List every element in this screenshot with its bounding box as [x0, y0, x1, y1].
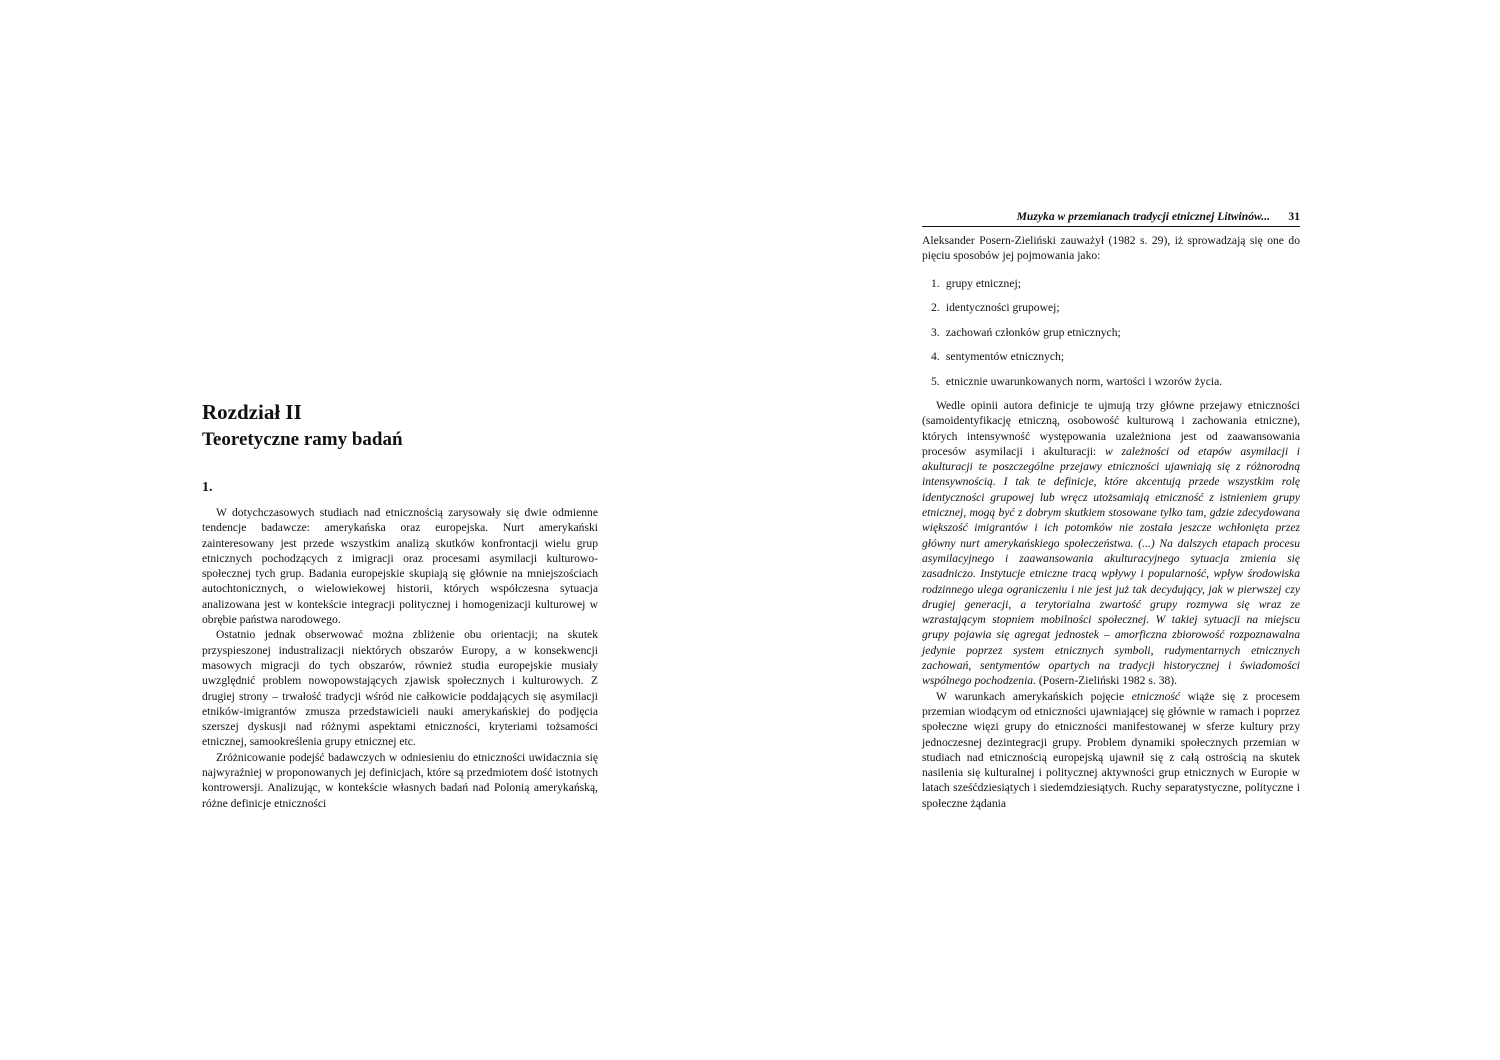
quotation: Na dalszych etapach procesu asymilacyjnego i zaawansowania akulturacyjnego sytuacja zmienia się zasadniczo. Instytucje etniczne tracą wpływy i popularność, wpływ środowiska rodzinnego ulega ograniczeniu i nie jest już tak decydujący, jak w pierwszej czy drugiej generacji, a terytorialna zwartość grupy rozmywa się wraz ze wzrastającym stopniem mobilności społecznej. W takiej sytuacji na miejscu grupy pojawia się agregat jednostek – amorficzna zbiorowość rozpoznawalna jedynie poprzez system etnicznych symboli, rudymentarnych etnicznych zachowań, sentymentów opartych na tradycji historycznej i świadomości wspólnego pochodzenia. [922, 536, 1300, 688]
list-item-number: 4. [931, 350, 940, 364]
paragraph: Zróżnicowanie podejść badawczych w odniesieniu do etniczności uwidacznia się najwyraźniej w proponowanych jej definicjach, które są przedmiotem dość istotnych kontrowersji. Analizując, w kontekście własnych badań nad Polonią amerykańską, różne definicje etniczności [202, 750, 598, 810]
paragraph-text: wiąże się z procesem przemian wiodącym od etniczności ujawniającej się głównie w ramach i poprzez społeczne więzi grupy do etniczności manifestowanej w sferze kultury przy jednoczesnej dezintegracji grupy. Problem dynamiki społecznych przemian w studiach nad etnicznością europejską ujawnił się z całą ostrością na skutek nasilenia się kulturalnej i politycznej aktywności grup etnicznych w Europie w latach sześćdziesiątych i siedemdziesiątych. Ruchy separatystyczne, polityczne i społeczne żądania [922, 689, 1300, 810]
list-item-number: 2. [931, 301, 940, 315]
citation: (Posern-Zieliński 1982 s. 38). [1036, 674, 1178, 688]
running-title: Muzyka w przemianach tradycji etnicznej Litwinów... [1016, 210, 1270, 223]
intro-paragraph: Aleksander Posern-Zieliński zauważył (1982 s. 29), iż sprowadzają się one do pięciu sposobów jej pojmowania jako: [922, 234, 1300, 263]
list-item-number: 5. [931, 374, 940, 388]
ellipsis: (...) [1133, 536, 1160, 550]
list-item-number: 3. [931, 325, 940, 339]
paragraph-text: Wedle opinii autora definicje te ujmują trzy główne przejawy etniczności (samoidentyfikację etniczną, osobowość kulturową i zachowania etniczne), których intensywność występowania uzależniona jest od zaawansowania procesów asymilacji i akulturacji: [922, 399, 1300, 458]
section-number: 1. [202, 480, 213, 495]
intro-text [922, 233, 1300, 264]
quotation: w zależności od etapów asymilacji i akulturacji te poszczególne przejawy etniczności ujawniają się z różnorodną intensywnością. I tak te definicje, które akcentują przede wszystkim rolę identyczności grupowej lub wręcz utożsamiają etniczność z istnieniem grupy etnicznej, mogą być z dobrym skutkiem stosowane tylko tam, gdzie zdecydowana większość imigrantów i ich potomków nie została jeszcze wchłonięta przez główny nurt amerykańskiego społeczeństwa. [922, 444, 1300, 550]
running-header [922, 210, 1300, 227]
list-item-text: sentymentów etnicznych; [945, 350, 1065, 364]
term: etniczność [1131, 689, 1181, 703]
right-body-text [922, 398, 1300, 811]
list-item [931, 325, 1301, 349]
list-item [931, 276, 1301, 300]
left-body-text [202, 505, 598, 811]
list-item [931, 349, 1301, 373]
list-item [931, 374, 1301, 398]
paragraph [922, 689, 1300, 811]
chapter-label: Rozdział II [202, 400, 302, 424]
list-item-text: etnicznie uwarunkowanych norm, wartości i wzorów życia. [945, 374, 1223, 388]
list-item-text: identyczności grupowej; [945, 301, 1060, 315]
definitions-list [931, 276, 1301, 398]
list-item-text: zachowań członków grup etnicznych; [945, 325, 1121, 339]
list-item-text: grupy etnicznej; [945, 277, 1021, 290]
paragraph-text: W warunkach amerykańskich pojęcie [936, 689, 1132, 703]
list-item-number: 1. [931, 277, 940, 290]
paragraph-with-quote [922, 398, 1300, 689]
list-item [931, 300, 1301, 324]
paragraph: W dotychczasowych studiach nad etnicznością zarysowały się dwie odmienne tendencje badawcze: amerykańska oraz europejska. Nurt amerykański zainteresowany jest przede wszystkim analizą skutków konfrontacji wielu grup etnicznych pochodzących z imigracji oraz procesami asymilacji kulturowo-społecznej tych grup. Badania europejskie skupiają się głównie na mniejszościach autochtonicznych, o wielowiekowej historii, których współczesna sytuacja analizowana jest w kontekście integracji politycznej i homogenizacji kulturowej w obrębie państwa narodowego. [202, 506, 598, 627]
paragraph: Ostatnio jednak obserwować można zbliżenie obu orientacji; na skutek przyspieszonej industralizacji niektórych obszarów Europy, a w konsekwencji masowych migracji do tych obszarów, również studia europejskie musiały uwzględnić problem nowopowstających zjawisk społecznych i kulturowych. Z drugiej strony – trwałość tradycji wśród nie całkowicie poddających się asymilacji etników-imigrantów zmusza przedstawicieli nauki amerykańskiej do podjęcia szerszej dyskusji nad różnymi aspektami etniczności, kryteriami tożsamości etnicznej, samookreślenia grupy etnicznej etc. [202, 628, 598, 749]
chapter-title: Teoretyczne ramy badań [202, 429, 403, 450]
right-page [750, 0, 1500, 1060]
page-number: 31 [1288, 210, 1300, 223]
